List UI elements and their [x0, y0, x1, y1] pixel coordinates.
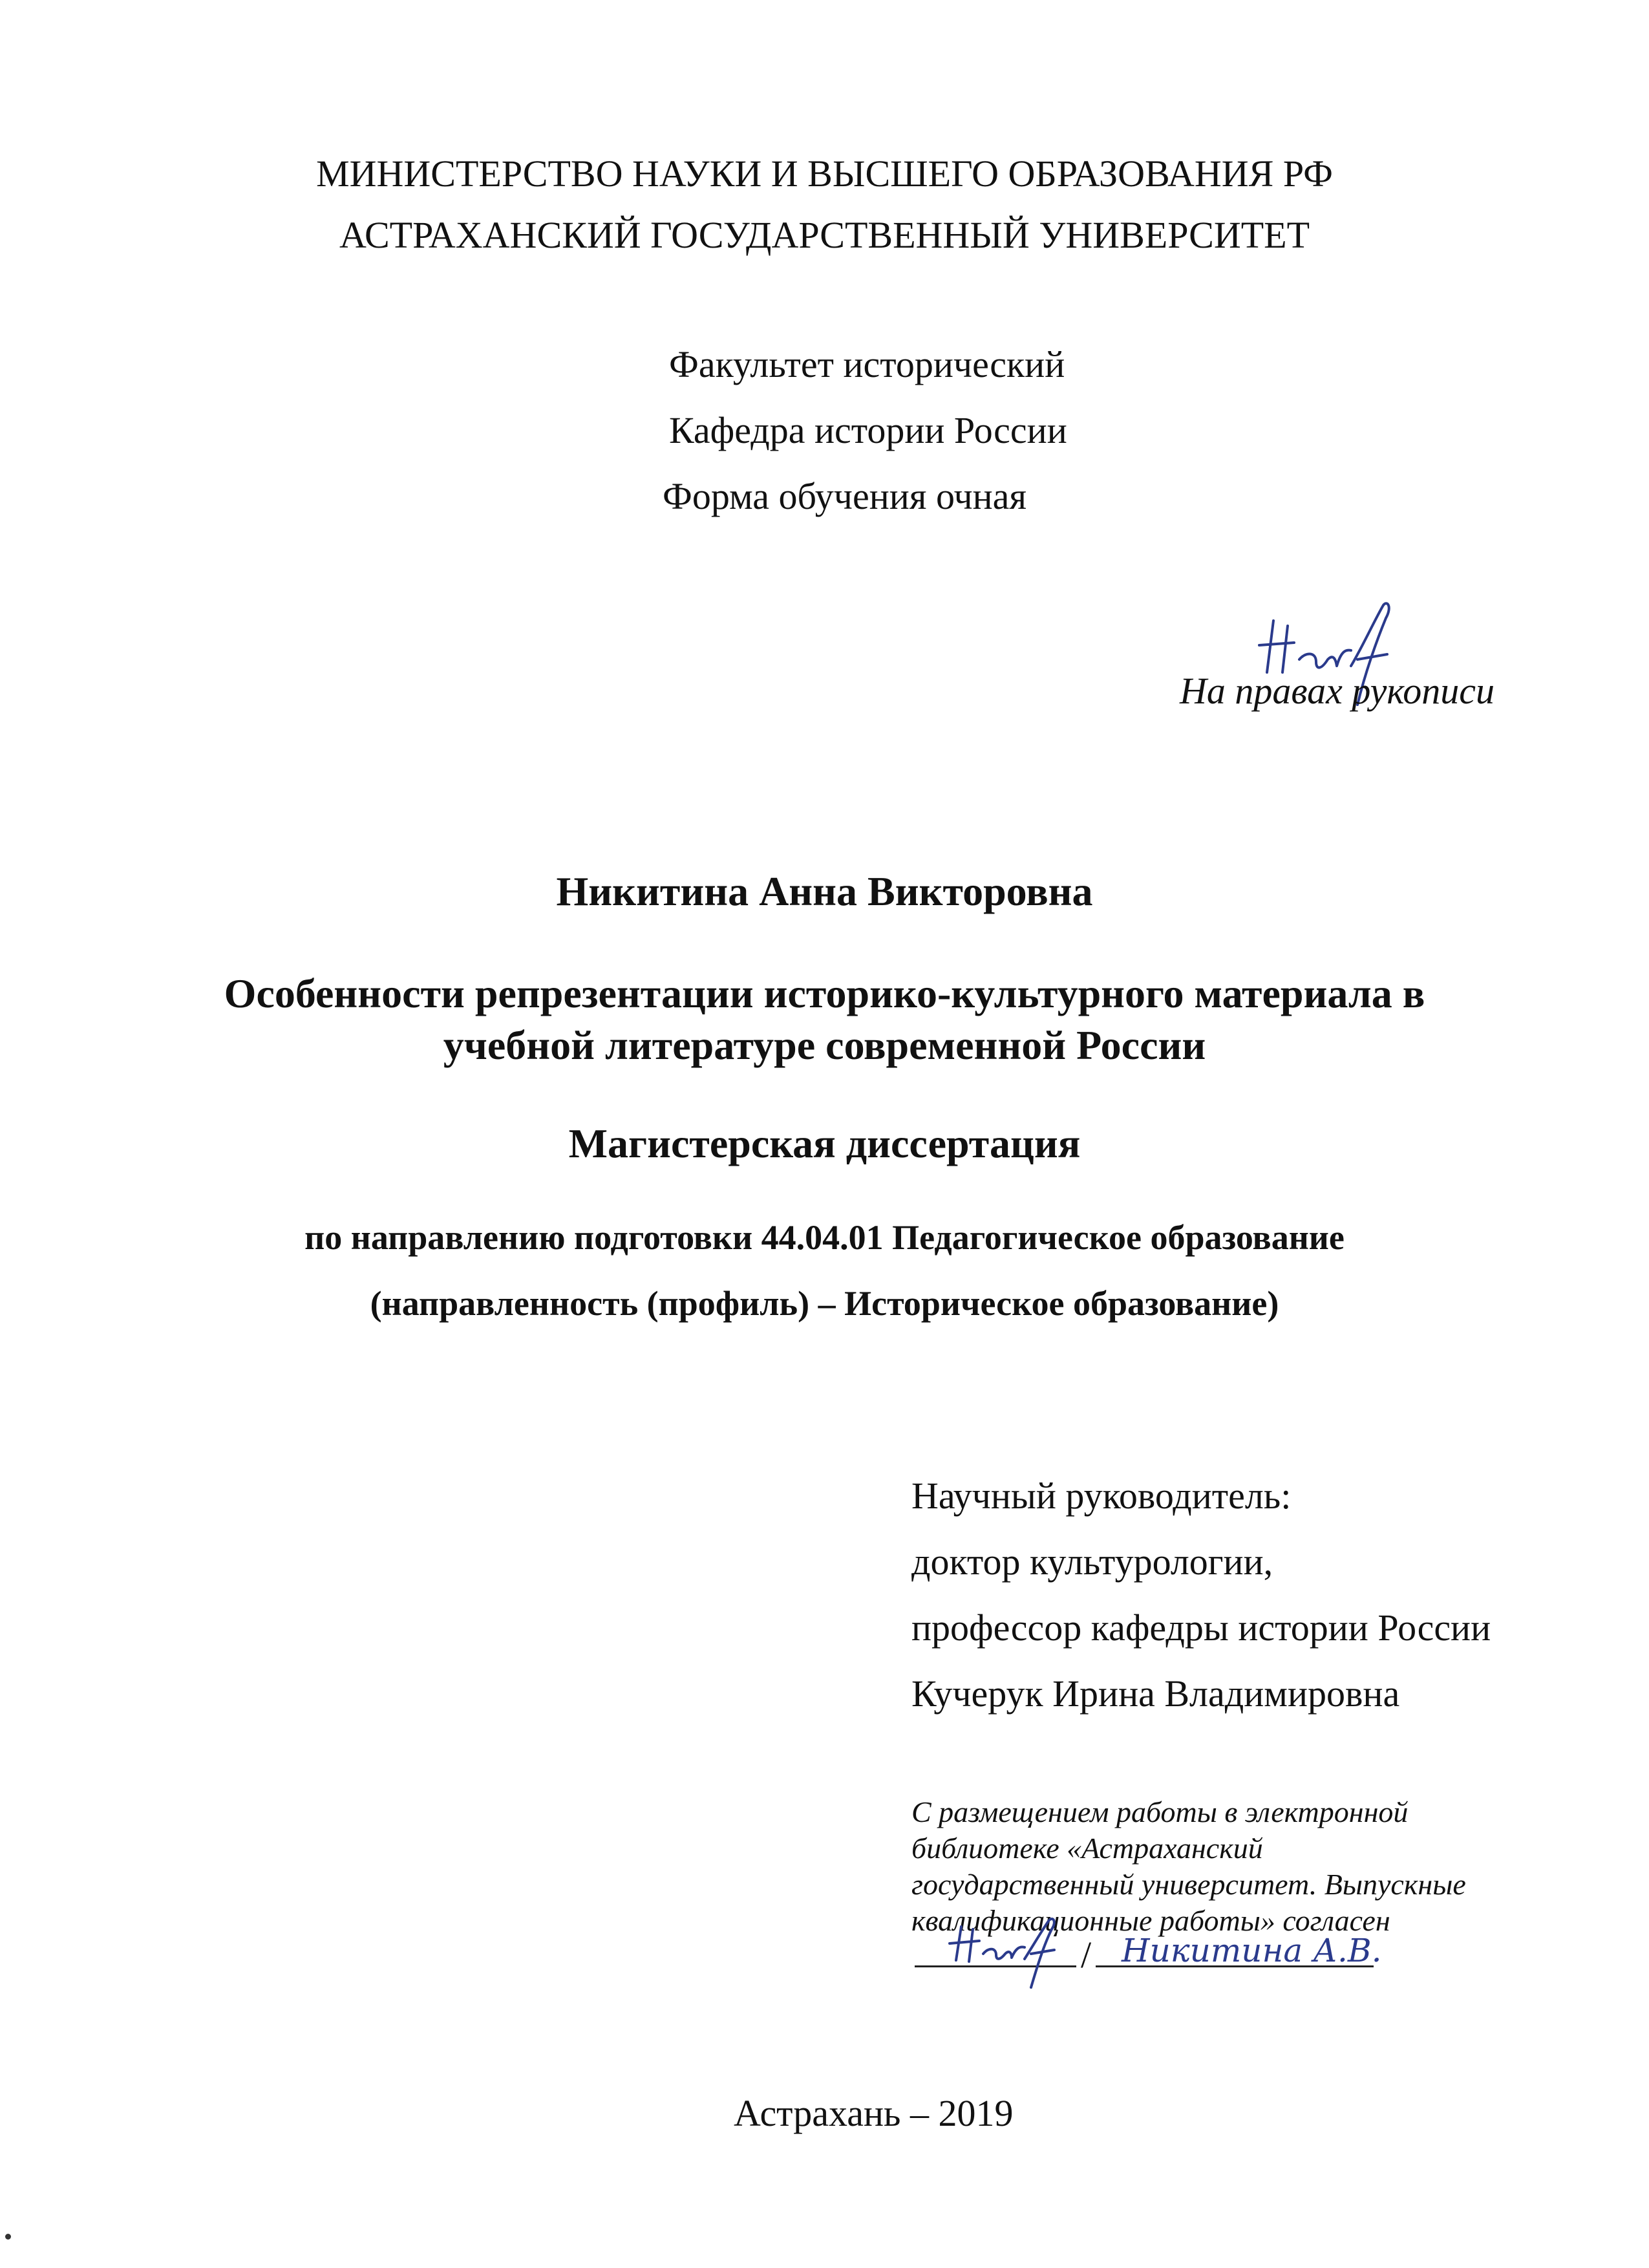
manuscript-note: На правах рукописи: [1180, 670, 1495, 712]
supervisor-degree: доктор культурологии,: [911, 1541, 1273, 1583]
signature-separator: /: [1081, 1934, 1092, 1976]
supervisor-position: профессор кафедры истории России: [911, 1607, 1491, 1649]
thesis-title-line1: Особенности репрезентации историко-культурного материала в: [224, 970, 1425, 1016]
work-type: Магистерская диссертация: [568, 1120, 1081, 1166]
author-name: Никитина Анна Викторовна: [556, 868, 1093, 914]
consent-line2: библиотеке «Астраханский: [911, 1832, 1263, 1865]
supervisor-name: Кучерук Ирина Владимировна: [911, 1673, 1400, 1715]
consent-line1: С размещением работы в электронной: [911, 1795, 1409, 1828]
direction-line1: по направлению подготовки 44.04.01 Педагогическое образование: [304, 1218, 1345, 1257]
chair-line: Кафедра истории России: [669, 409, 1067, 451]
thesis-title-line2: учебной литературе современной России: [443, 1022, 1206, 1068]
study-form-line: Форма обучения очная: [663, 475, 1027, 517]
handwritten-name: Никитина А.В.: [1122, 1932, 1382, 1969]
direction-line2: (направленность (профиль) – Историческое образование): [370, 1284, 1279, 1323]
scan-speck: [5, 2234, 11, 2240]
faculty-line: Факультет исторический: [669, 343, 1065, 385]
university-heading: АСТРАХАНСКИЙ ГОСУДАРСТВЕННЫЙ УНИВЕРСИТЕТ: [339, 214, 1310, 256]
supervisor-label: Научный руководитель:: [911, 1475, 1292, 1517]
ministry-heading: МИНИСТЕРСТВО НАУКИ И ВЫСШЕГО ОБРАЗОВАНИЯ РФ: [316, 153, 1333, 195]
author-signature-bottom: [947, 1914, 1076, 1991]
consent-line4: квалификационные работы» согласен: [911, 1904, 1390, 1937]
consent-line3: государственный университет. Выпускные: [911, 1868, 1466, 1901]
city-year: Астрахань – 2019: [734, 2092, 1014, 2134]
